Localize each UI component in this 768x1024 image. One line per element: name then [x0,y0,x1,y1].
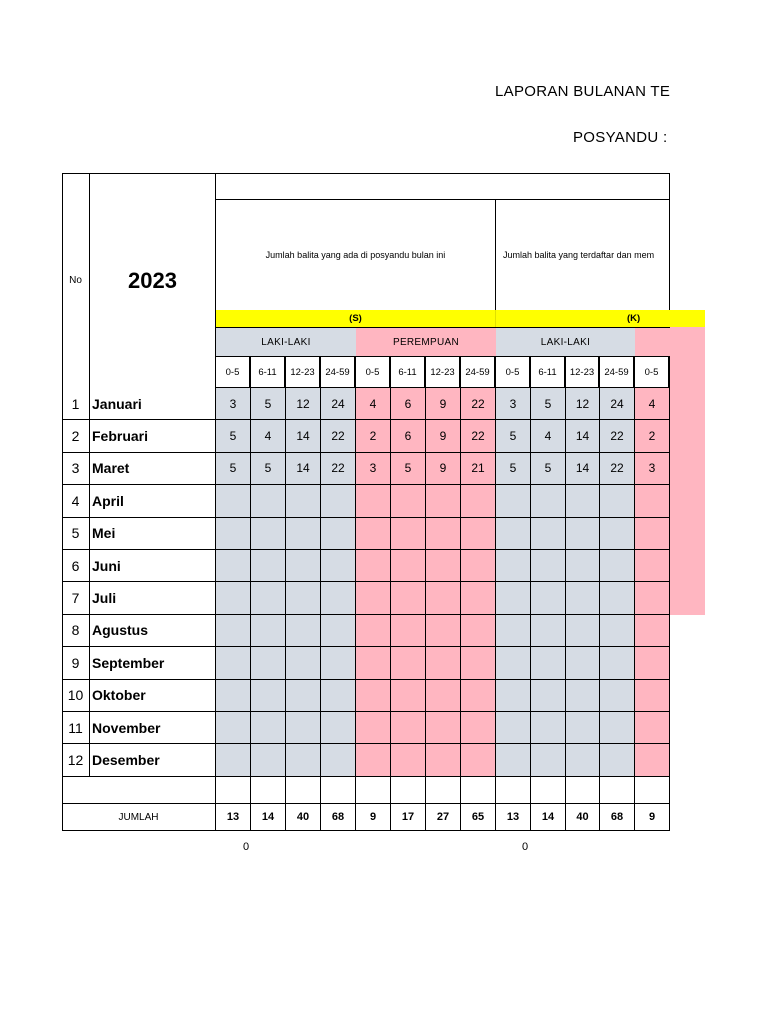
total-cell: 13 [216,804,251,831]
data-cell[interactable] [286,744,321,776]
data-cell[interactable] [391,518,426,550]
data-cell[interactable] [600,712,635,744]
data-cell[interactable]: 3 [356,453,391,485]
data-cell[interactable]: 22 [321,420,356,452]
data-cell[interactable] [286,550,321,582]
row-number: 6 [62,550,90,582]
total-cell: 14 [251,804,286,831]
data-cell[interactable] [356,744,391,776]
data-cell[interactable]: 5 [531,388,566,420]
data-cell[interactable] [531,550,566,582]
report-subtitle: POSYANDU : [573,129,668,146]
data-cell[interactable]: 5 [251,388,286,420]
group-s-description: Jumlah balita yang ada di posyandu bulan ini [216,200,496,310]
row-number: 2 [62,420,90,452]
data-cell[interactable]: 2 [356,420,391,452]
data-cell[interactable]: 3 [216,388,251,420]
age-range-header: 24-59 [599,356,634,388]
data-cell[interactable]: 5 [216,420,251,452]
row-number: 10 [62,680,90,712]
data-cell[interactable] [251,518,286,550]
data-cell[interactable]: 5 [496,420,531,452]
total-cell: 65 [461,804,496,831]
data-cell[interactable] [531,485,566,517]
month-label: November [90,712,216,744]
data-cell[interactable] [461,518,496,550]
data-cell[interactable]: 5 [216,453,251,485]
row-number: 5 [62,518,90,550]
data-cell[interactable]: 22 [321,453,356,485]
data-cell[interactable] [251,647,286,679]
data-cell[interactable] [496,680,531,712]
data-cell[interactable]: 22 [600,420,635,452]
data-cell[interactable] [216,615,251,647]
data-cell[interactable] [356,485,391,517]
blank-cell [496,777,531,804]
data-cell[interactable] [461,582,496,614]
data-cell[interactable] [426,615,461,647]
month-label: September [90,647,216,679]
footer-value: 0 [242,840,250,853]
month-label: Januari [90,388,216,420]
age-range-header: 6-11 [250,356,285,388]
data-cell[interactable]: 24 [321,388,356,420]
month-label: Maret [90,453,216,485]
data-cell[interactable] [531,518,566,550]
data-cell[interactable] [286,712,321,744]
report-title: LAPORAN BULANAN TE [495,83,671,100]
age-range-header: 6-11 [530,356,565,388]
data-cell[interactable] [566,485,600,517]
data-cell[interactable] [496,582,531,614]
data-cell[interactable] [496,712,531,744]
data-cell[interactable] [600,518,635,550]
data-cell[interactable]: 14 [566,453,600,485]
data-cell[interactable] [321,518,356,550]
data-cell[interactable] [531,680,566,712]
data-cell[interactable]: 9 [426,420,461,452]
data-cell[interactable] [600,615,635,647]
data-cell[interactable] [356,680,391,712]
blank-month [90,777,216,804]
month-label: Juli [90,582,216,614]
row-number: 8 [62,615,90,647]
data-cell[interactable] [321,744,356,776]
month-label: Agustus [90,615,216,647]
data-cell[interactable]: 14 [566,420,600,452]
data-cell[interactable]: 6 [391,388,426,420]
group-k-description: Jumlah balita yang terdaftar dan mem [503,250,655,260]
data-cell[interactable]: 4 [635,388,670,420]
data-cell[interactable] [251,550,286,582]
data-cell[interactable] [251,712,286,744]
data-cell[interactable] [216,582,251,614]
row-number: 11 [62,712,90,744]
sex-header-female-k [635,327,670,356]
data-cell[interactable] [566,647,600,679]
data-cell[interactable] [321,680,356,712]
blank-cell [531,777,566,804]
data-cell[interactable] [461,680,496,712]
data-cell[interactable]: 3 [496,388,531,420]
row-number: 3 [62,453,90,485]
data-cell[interactable] [356,615,391,647]
age-range-header: 12-23 [565,356,599,388]
data-cell[interactable] [286,518,321,550]
data-cell[interactable] [426,647,461,679]
data-cell[interactable] [216,647,251,679]
data-cell[interactable] [635,518,670,550]
data-cell[interactable] [356,518,391,550]
data-cell[interactable] [391,680,426,712]
data-cell[interactable]: 12 [286,388,321,420]
data-cell[interactable] [635,582,670,614]
header-top-band [216,173,670,200]
data-cell[interactable]: 14 [286,420,321,452]
data-cell[interactable] [496,744,531,776]
data-cell[interactable] [496,485,531,517]
data-cell[interactable] [566,712,600,744]
data-cell[interactable] [321,550,356,582]
data-cell[interactable] [426,712,461,744]
age-range-header: 12-23 [285,356,320,388]
data-cell[interactable] [391,615,426,647]
data-cell[interactable] [356,582,391,614]
row-number: 9 [62,647,90,679]
data-cell[interactable] [566,550,600,582]
data-cell[interactable] [216,518,251,550]
total-cell: 27 [426,804,461,831]
data-cell[interactable] [635,680,670,712]
data-cell[interactable] [426,485,461,517]
data-cell[interactable] [600,680,635,712]
age-range-header: 0-5 [215,356,250,388]
age-range-header: 0-5 [634,356,669,388]
blank-cell [600,777,635,804]
blank-cell [356,777,391,804]
data-cell[interactable] [635,712,670,744]
data-cell[interactable] [216,712,251,744]
data-cell[interactable] [566,680,600,712]
data-cell[interactable] [286,615,321,647]
data-cell[interactable] [461,615,496,647]
data-cell[interactable]: 5 [251,453,286,485]
data-cell[interactable] [321,647,356,679]
month-label: Juni [90,550,216,582]
month-label: Oktober [90,680,216,712]
total-cell: 9 [356,804,391,831]
data-cell[interactable] [356,647,391,679]
total-cell: 68 [321,804,356,831]
total-cell: 17 [391,804,426,831]
data-cell[interactable] [426,550,461,582]
data-cell[interactable] [426,582,461,614]
data-cell[interactable] [286,582,321,614]
data-cell[interactable]: 2 [635,420,670,452]
data-cell[interactable]: 9 [426,388,461,420]
data-cell[interactable] [461,744,496,776]
blank-cell [635,777,670,804]
data-cell[interactable] [286,680,321,712]
data-cell[interactable] [321,712,356,744]
row-number: 12 [62,744,90,776]
data-cell[interactable]: 4 [531,420,566,452]
year-header: 2023 [90,173,216,388]
data-cell[interactable] [531,647,566,679]
age-range-header: 0-5 [495,356,530,388]
data-cell[interactable]: 4 [356,388,391,420]
data-cell[interactable] [566,615,600,647]
data-cell[interactable] [391,744,426,776]
data-cell[interactable] [496,615,531,647]
data-cell[interactable] [216,680,251,712]
blank-cell [286,777,321,804]
month-label: Desember [90,744,216,776]
data-cell[interactable] [566,744,600,776]
data-cell[interactable] [635,647,670,679]
age-range-header: 0-5 [355,356,390,388]
data-cell[interactable] [531,712,566,744]
data-cell[interactable]: 5 [391,453,426,485]
sex-header-male-k: LAKI-LAKI [496,327,635,356]
row-number: 7 [62,582,90,614]
total-cell: 40 [566,804,600,831]
data-cell[interactable] [216,485,251,517]
data-cell[interactable] [461,712,496,744]
no-header: No [62,173,90,388]
data-cell[interactable]: 12 [566,388,600,420]
blank-cell [216,777,251,804]
data-cell[interactable] [286,647,321,679]
total-label: JUMLAH [62,804,216,831]
data-cell[interactable]: 9 [426,453,461,485]
data-cell[interactable]: 22 [461,420,496,452]
row-number: 1 [62,388,90,420]
data-cell[interactable] [216,744,251,776]
data-cell[interactable] [600,647,635,679]
data-cell[interactable]: 22 [600,453,635,485]
total-cell: 9 [635,804,670,831]
band-overflow [670,310,705,327]
sex-header-female-s: PEREMPUAN [356,327,496,356]
data-cell[interactable]: 5 [496,453,531,485]
data-cell[interactable] [635,550,670,582]
blank-cell [321,777,356,804]
month-label: April [90,485,216,517]
row-number: 4 [62,485,90,517]
data-cell[interactable] [461,485,496,517]
data-cell[interactable] [600,485,635,517]
data-cell[interactable] [356,550,391,582]
age-range-header: 24-59 [460,356,495,388]
female-column-overflow [670,327,705,615]
data-cell[interactable] [635,744,670,776]
blank-cell [461,777,496,804]
data-cell[interactable] [635,485,670,517]
month-label: Mei [90,518,216,550]
blank-cell [566,777,600,804]
data-cell[interactable] [600,550,635,582]
age-range-header: 6-11 [390,356,425,388]
data-cell[interactable] [566,582,600,614]
data-cell[interactable] [496,550,531,582]
data-cell[interactable] [321,485,356,517]
data-cell[interactable] [426,518,461,550]
data-cell[interactable] [600,582,635,614]
data-cell[interactable] [216,550,251,582]
blank-cell [251,777,286,804]
data-cell[interactable] [391,582,426,614]
data-cell[interactable] [426,680,461,712]
sex-header-male-s: LAKI-LAKI [216,327,356,356]
total-cell: 40 [286,804,321,831]
data-cell[interactable] [461,550,496,582]
data-cell[interactable]: 5 [531,453,566,485]
age-range-header: 12-23 [425,356,460,388]
blank-cell [426,777,461,804]
data-cell[interactable]: 22 [461,388,496,420]
data-cell[interactable] [251,744,286,776]
group-s-code: (S) [216,310,496,327]
blank-cell [391,777,426,804]
data-cell[interactable] [531,744,566,776]
data-cell[interactable] [251,485,286,517]
data-cell[interactable] [286,485,321,517]
data-cell[interactable]: 3 [635,453,670,485]
data-cell[interactable] [531,615,566,647]
data-cell[interactable] [391,550,426,582]
data-cell[interactable] [251,615,286,647]
total-cell: 13 [496,804,531,831]
age-range-header: 24-59 [320,356,355,388]
data-cell[interactable]: 21 [461,453,496,485]
data-cell[interactable] [600,744,635,776]
data-cell[interactable] [635,615,670,647]
data-cell[interactable] [496,647,531,679]
month-label: Februari [90,420,216,452]
total-cell: 14 [531,804,566,831]
data-cell[interactable] [321,615,356,647]
data-cell[interactable] [461,647,496,679]
data-cell[interactable] [496,518,531,550]
data-cell[interactable]: 24 [600,388,635,420]
footer-value: 0 [521,840,529,853]
data-cell[interactable] [531,582,566,614]
data-cell[interactable] [321,582,356,614]
data-cell[interactable] [251,680,286,712]
data-cell[interactable] [251,582,286,614]
total-cell: 68 [600,804,635,831]
data-cell[interactable] [391,647,426,679]
data-cell[interactable] [356,712,391,744]
data-cell[interactable] [391,712,426,744]
data-cell[interactable]: 4 [251,420,286,452]
data-cell[interactable] [391,485,426,517]
data-cell[interactable] [426,744,461,776]
data-cell[interactable]: 6 [391,420,426,452]
data-cell[interactable] [566,518,600,550]
data-cell[interactable]: 14 [286,453,321,485]
group-k-code: (K) [496,310,670,327]
